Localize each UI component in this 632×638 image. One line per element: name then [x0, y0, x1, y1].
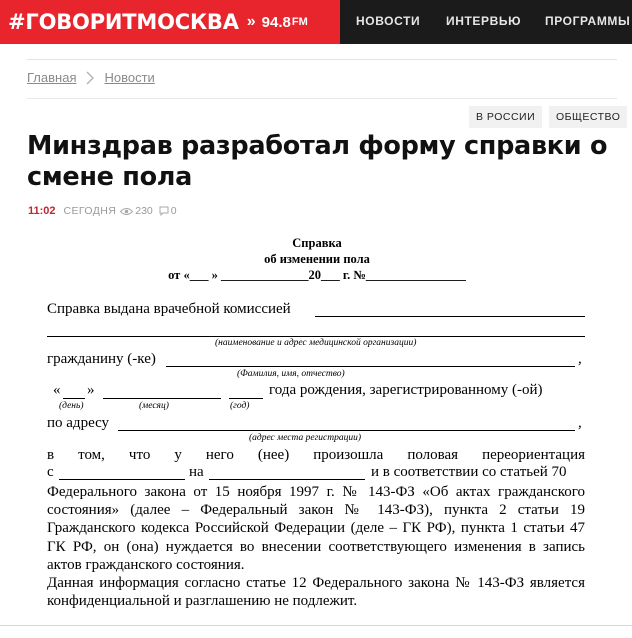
form-comma: ,	[578, 415, 582, 431]
nav-item-news[interactable]: НОВОСТИ	[356, 14, 421, 28]
form-citizen-label: гражданину (-ке)	[47, 351, 156, 367]
form-blank-line	[59, 479, 185, 480]
top-navigation-bar	[0, 0, 632, 44]
article-title: Минздрав разработал форму справки о смене пола	[27, 131, 608, 192]
form-address-label: по адресу	[47, 415, 110, 431]
comment-icon[interactable]	[159, 206, 169, 216]
breadcrumb-home-link[interactable]: Главная	[27, 70, 77, 85]
form-birth-text: года рождения, зарегистрированному (-ой)	[269, 382, 543, 398]
form-blank-line	[229, 398, 263, 399]
logo-fm: FM	[291, 16, 308, 28]
form-paragraph-to: на	[189, 464, 204, 480]
form-blank-line	[315, 316, 585, 317]
chevron-right-icon	[85, 71, 95, 85]
comments-count[interactable]: 0	[170, 205, 177, 217]
breadcrumb	[27, 70, 155, 85]
form-blank-line	[103, 398, 221, 399]
divider	[27, 98, 617, 99]
form-caption-org: (наименование и адрес медицинской организации)	[215, 338, 417, 348]
article-meta	[28, 205, 177, 217]
article-time: 11:02	[28, 205, 56, 217]
form-blank-line	[166, 366, 575, 367]
form-paragraph-from: с	[47, 464, 54, 480]
nav-item-programs[interactable]: ПРОГРАММЫ	[545, 14, 631, 28]
form-subheading: об изменении пола	[264, 252, 370, 266]
site-logo[interactable]	[0, 0, 340, 44]
form-caption-day: (день)	[59, 401, 84, 411]
logo-arrow-icon: »	[246, 13, 256, 30]
form-paragraph-line1: в том, что у него (нее) произошла половая переориентация	[47, 447, 585, 463]
form-quote-close: »	[87, 382, 95, 398]
eye-icon	[120, 207, 133, 216]
form-paragraph-body: Федерального закона от 15 ноября 1997 г. № 143-ФЗ «Об актах гражданского состояния» (далее – Федеральный закон № 143-ФЗ), пункта 2 статьи 19 Гражданского кодекса Российской Федерации (деле – ГК РФ), пункта 1 статьи 47 ГК РФ, он (она) нуждается во внесении соответствующего изменения в запись актов гражданского состояния.	[47, 484, 585, 573]
logo-frequency: 94.8	[261, 13, 291, 31]
form-blank-line	[47, 336, 585, 337]
form-paragraph-confidential: Данная информация согласно статье 12 Федерального закона № 143-ФЗ является конфиденциальной и разглашению не подлежит.	[47, 575, 585, 610]
divider	[0, 625, 632, 626]
form-blank-line	[209, 479, 365, 480]
form-issued-label: Справка выдана врачебной комиссией	[47, 301, 291, 317]
form-caption-fio: (Фамилия, имя, отчество)	[237, 369, 345, 379]
divider	[27, 59, 617, 60]
form-quote-open: «	[53, 382, 61, 398]
form-caption-address: (адрес места регистрации)	[249, 433, 362, 443]
form-blank-line	[63, 398, 85, 399]
form-paragraph-article70: и в соответствии со статьей 70	[371, 464, 567, 480]
tag-society[interactable]: ОБЩЕСТВО	[549, 106, 627, 128]
form-caption-month: (месяц)	[139, 401, 169, 411]
article-date: СЕГОДНЯ	[63, 205, 117, 217]
form-blank-line	[118, 430, 575, 431]
breadcrumb-news-link[interactable]: Новости	[104, 70, 155, 85]
tag-russia[interactable]: В РОССИИ	[469, 106, 542, 128]
form-date-number-line: от «___ » ______________20___ г. №________________	[168, 268, 466, 282]
views-count: 230	[135, 205, 153, 217]
form-caption-year: (год)	[230, 401, 250, 411]
form-comma: ,	[578, 351, 582, 367]
nav-item-interviews[interactable]: ИНТЕРВЬЮ	[446, 14, 522, 28]
form-heading: Справка	[292, 236, 342, 250]
logo-text: #ГОВОРИТМОСКВА	[8, 10, 239, 34]
